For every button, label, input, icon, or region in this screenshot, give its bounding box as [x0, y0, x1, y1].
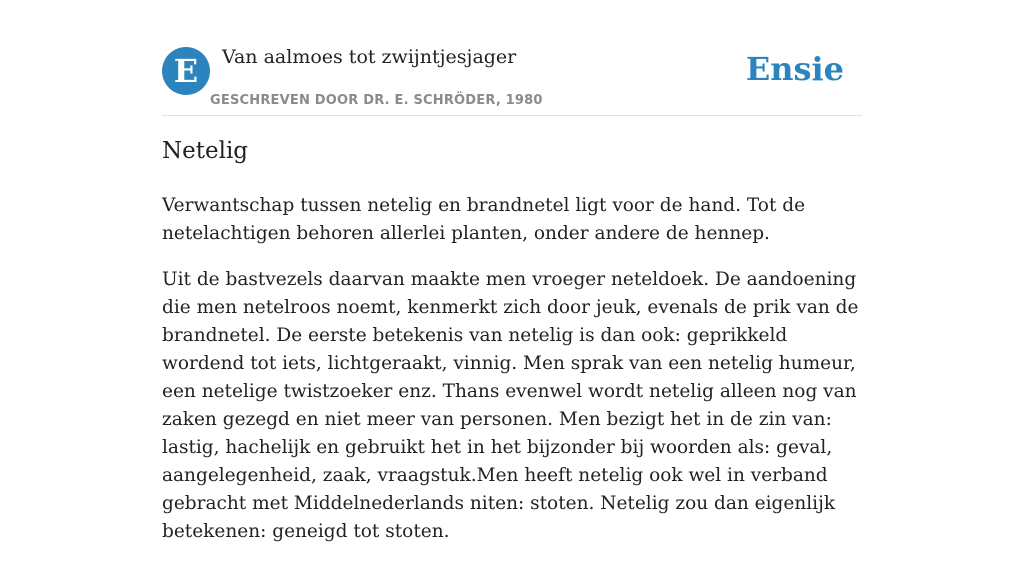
paragraph: Verwantschap tussen netelig en brandnetel ligt voor de hand. Tot de netelachtigen behoren allerlei planten, onder andere de hennep. [162, 195, 806, 244]
book-logo-icon[interactable]: E [162, 47, 210, 95]
byline: GESCHREVEN DOOR DR. E. SCHRÖDER, 1980 [210, 93, 543, 108]
ensie-brand-link[interactable]: Ensie [745, 50, 844, 88]
entry-body [162, 192, 862, 564]
header [162, 40, 862, 116]
paragraph: Uit de bastvezels daarvan maakte men vroeger neteldoek. De aandoening die men netelroos noemt, kenmerkt zich door jeuk, evenals de prik van de brandnetel. De eerste betekenis van netelig is dan ook: geprikkeld wordend tot iets, lichtgeraakt, vinnig. Men sprak van een netelig humeur, een netelige twistzoeker enz. Thans evenwel wordt netelig alleen nog van zaken gezegd en niet meer van personen. Men bezigt het in de zin van: lastig, hachelijk en gebruikt het in het bijzonder bij woorden als: geval, aangelegenheid, zaak, vraagstuk.Men heeft netelig ook wel in verband gebracht met Middelnederlands niten: stoten. Netelig zou dan eigenlijk betekenen: geneigd tot stoten. [162, 269, 859, 542]
book-title[interactable]: Van aalmoes tot zwijntjesjager [222, 46, 517, 68]
entry-title: Netelig [162, 138, 249, 164]
